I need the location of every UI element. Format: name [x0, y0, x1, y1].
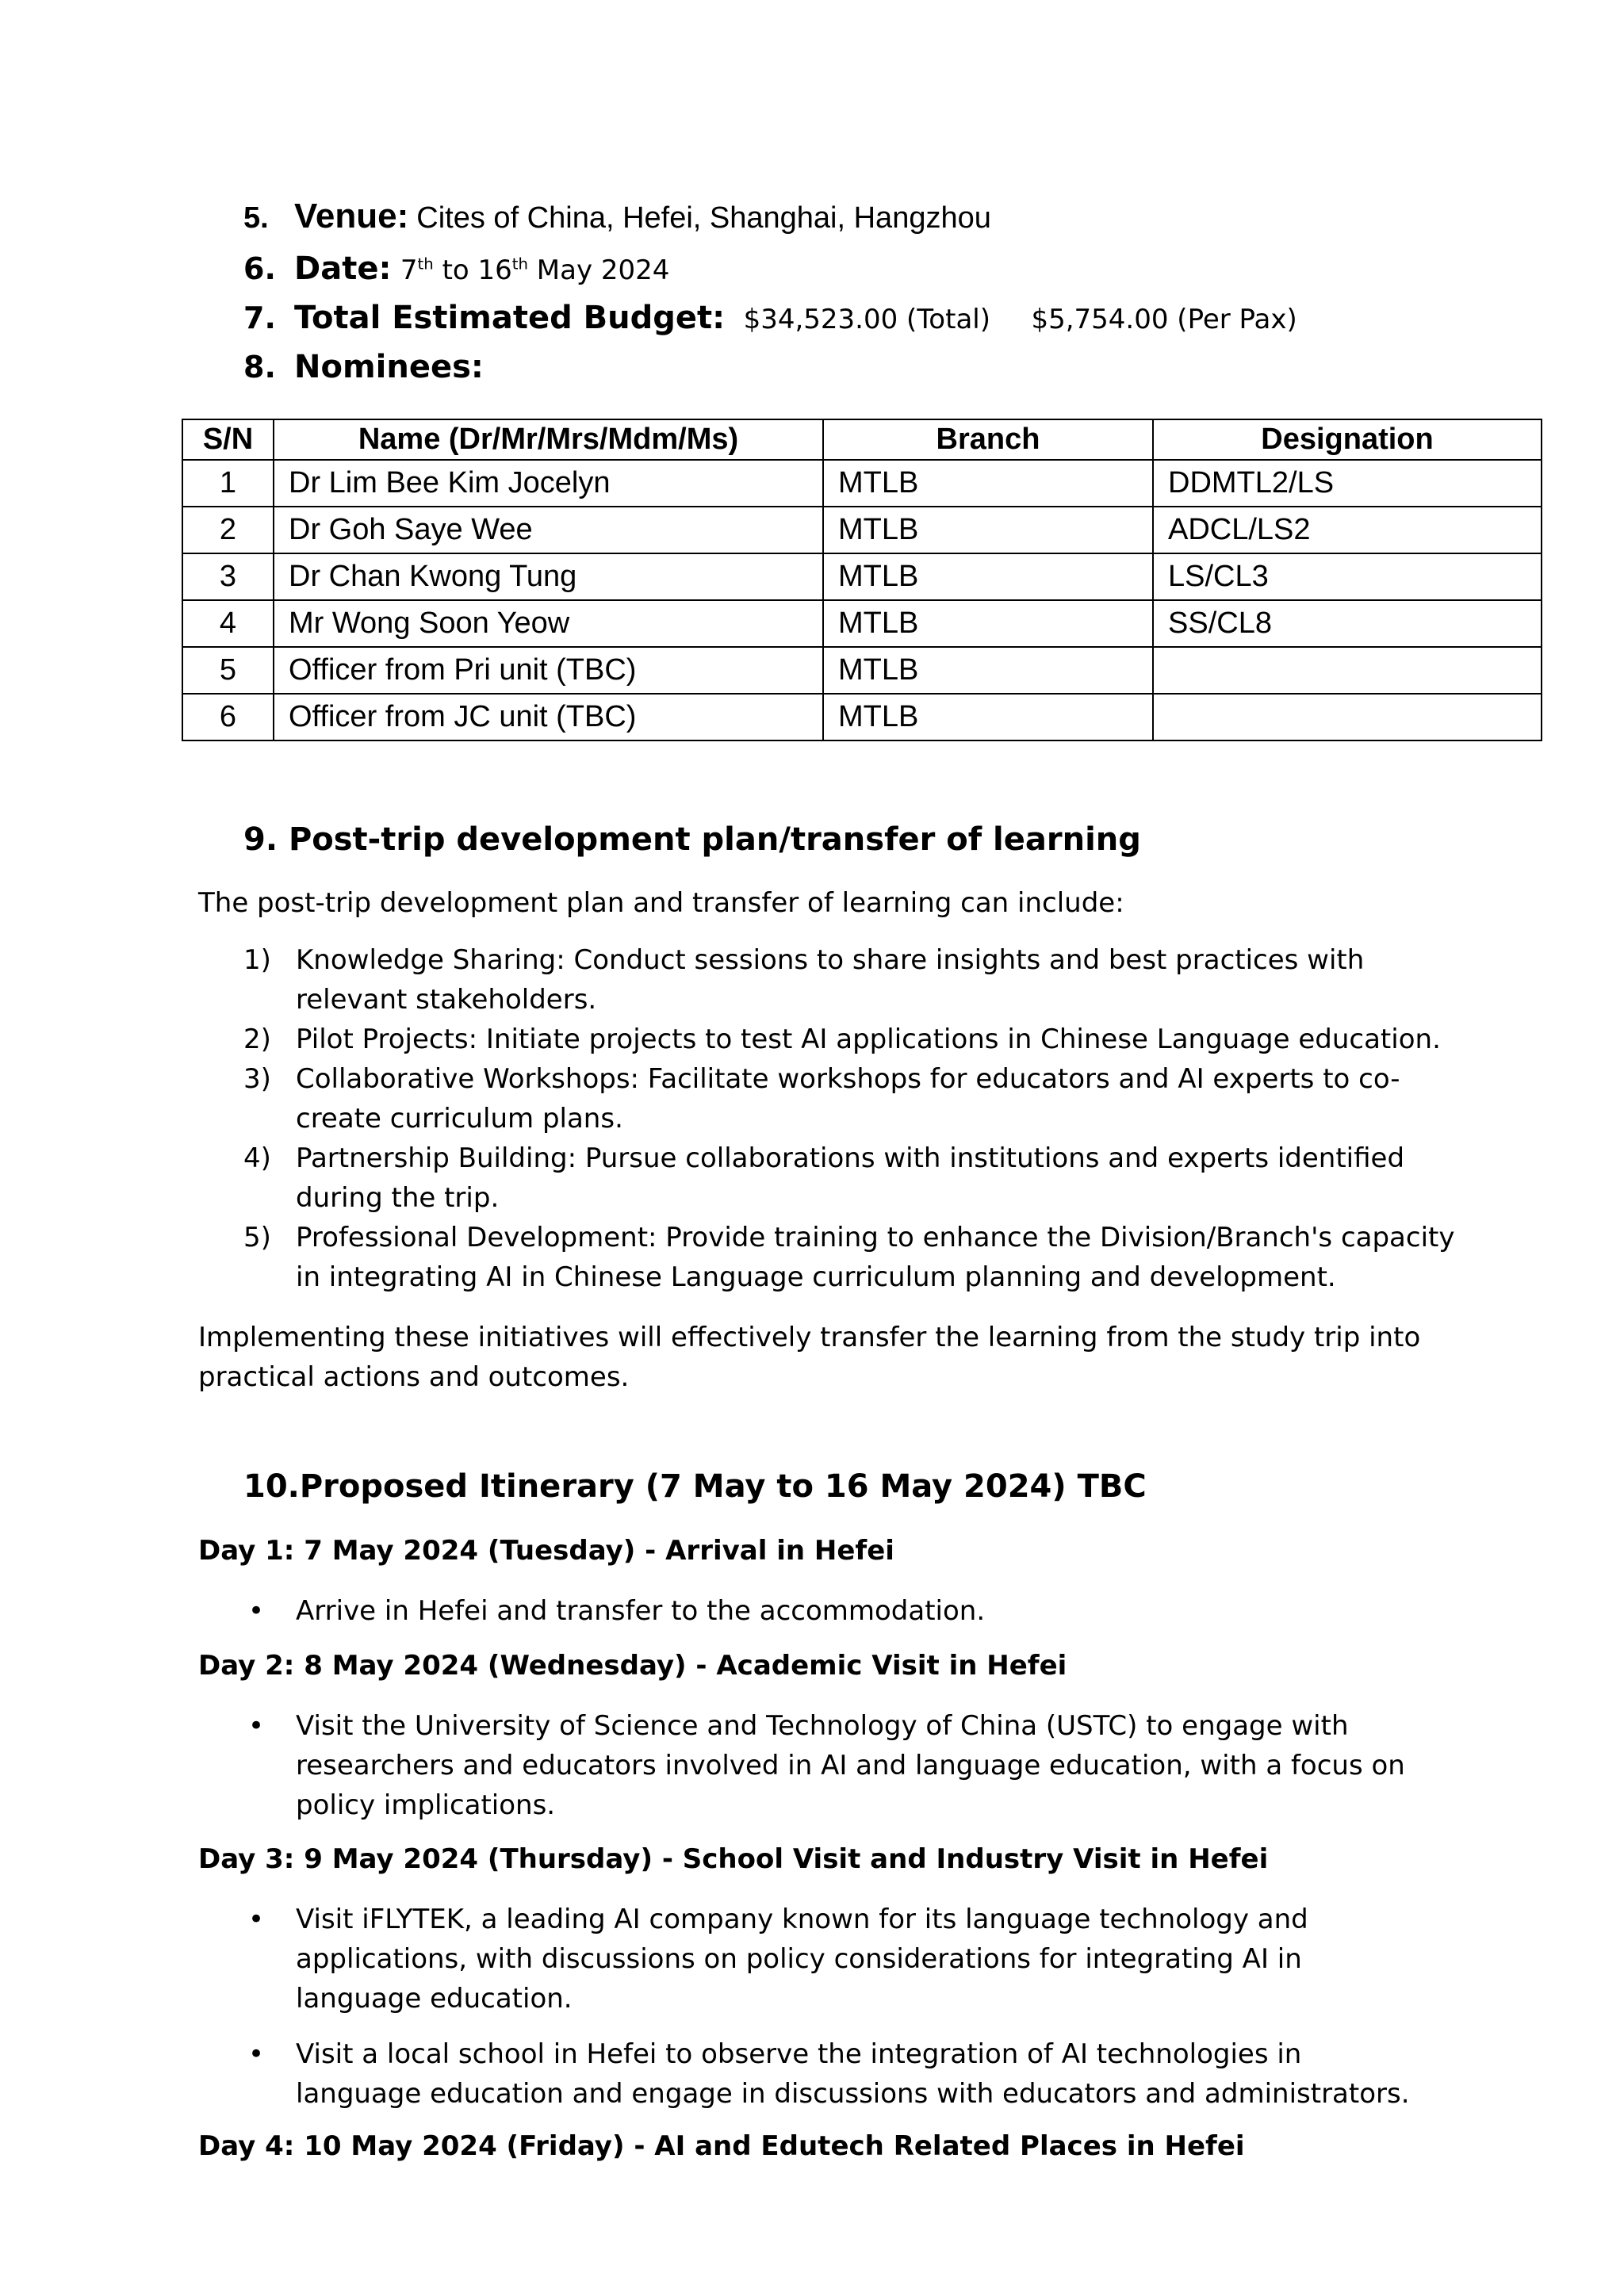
day4-title: Day 4: 10 May 2024 (Friday) - AI and Edutech Related Places in Hefei — [198, 2130, 1245, 2162]
table-row — [182, 694, 1542, 740]
table-header-row — [182, 419, 1542, 460]
cell-name: Mr Wong Soon Yeow — [274, 600, 823, 647]
budget-line — [243, 300, 1297, 336]
venue-number: 5. — [243, 201, 269, 235]
list-item: 1) Knowledge Sharing: Conduct sessions to share insights and best practices with relevant stakeholders. — [243, 944, 1365, 1016]
cell-branch: MTLB — [823, 507, 1153, 553]
cell-branch: MTLB — [823, 553, 1153, 600]
cell-sn: 4 — [182, 600, 274, 647]
budget-label: Total Estimated Budget: — [294, 300, 726, 336]
section9-closing: Implementing these initiatives will effectively transfer the learning from the study trip into practical actions and outcomes. — [198, 1322, 1421, 1393]
cell-designation: DDMTL2/LS — [1153, 460, 1542, 507]
cell-sn: 3 — [182, 553, 274, 600]
table-row — [182, 553, 1542, 600]
cell-designation: ADCL/LS2 — [1153, 507, 1542, 553]
cell-sn: 1 — [182, 460, 274, 507]
cell-sn: 6 — [182, 694, 274, 740]
date-line — [243, 251, 669, 287]
list-item: • Arrive in Hefei and transfer to the accommodation. — [248, 1595, 986, 1627]
table-row — [182, 460, 1542, 507]
cell-name: Officer from JC unit (TBC) — [274, 694, 823, 740]
header-sn: S/N — [182, 419, 274, 460]
cell-name: Officer from Pri unit (TBC) — [274, 647, 823, 694]
cell-sn: 5 — [182, 647, 274, 694]
cell-sn: 2 — [182, 507, 274, 553]
header-name: Name (Dr/Mr/Mrs/Mdm/Ms) — [274, 419, 823, 460]
section9-list — [243, 940, 1473, 1297]
day1-bullets — [243, 1591, 1433, 1631]
table-row — [182, 600, 1542, 647]
budget-per-pax: $5,754.00 (Per Pax) — [1031, 304, 1297, 335]
cell-designation: LS/CL3 — [1153, 553, 1542, 600]
header-designation: Designation — [1153, 419, 1542, 460]
nominees-number: 8. — [243, 350, 276, 385]
list-item: 5) Professional Development: Provide training to enhance the Division/Branch's capacity in integrating AI in Chinese Language curriculum planning and development. — [243, 1222, 1455, 1293]
cell-designation: SS/CL8 — [1153, 600, 1542, 647]
section9-heading: 9. Post-trip development plan/transfer of learning — [243, 821, 1141, 858]
list-item: 4) Partnership Building: Pursue collaborations with institutions and experts identified during the trip. — [243, 1142, 1405, 1214]
section9-intro: The post-trip development plan and transfer of learning can include: — [198, 887, 1124, 919]
date-label: Date: — [294, 251, 392, 287]
venue-value: Cites of China, Hefei, Shanghai, Hangzhou — [416, 201, 991, 235]
budget-number: 7. — [243, 300, 276, 335]
list-item: • Visit the University of Science and Technology of China (USTC) to engage with researchers and educators involved in AI and language education, with a focus on policy implications. — [248, 1710, 1405, 1821]
list-item: 3) Collaborative Workshops: Facilitate workshops for educators and AI experts to co-create curriculum plans. — [243, 1063, 1400, 1135]
list-item: 2) Pilot Projects: Initiate projects to test AI applications in Chinese Language education. — [243, 1024, 1441, 1055]
day2-bullets — [243, 1706, 1433, 1825]
day3-bullets — [243, 1900, 1433, 2114]
nominees-line — [243, 349, 484, 385]
venue-line — [243, 197, 991, 236]
budget-total: $34,523.00 (Total) — [743, 304, 990, 335]
cell-name: Dr Goh Saye Wee — [274, 507, 823, 553]
venue-label: Venue: — [294, 197, 409, 235]
day2-title: Day 2: 8 May 2024 (Wednesday) - Academic Visit in Hefei — [198, 1650, 1067, 1682]
cell-name: Dr Lim Bee Kim Jocelyn — [274, 460, 823, 507]
header-branch: Branch — [823, 419, 1153, 460]
cell-designation — [1153, 647, 1542, 694]
list-item: • Visit iFLYTEK, a leading AI company known for its language technology and applications, with discussions on policy considerations for integrating AI in language education. — [248, 1904, 1308, 2015]
cell-name: Dr Chan Kwong Tung — [274, 553, 823, 600]
cell-designation — [1153, 694, 1542, 740]
nominees-label: Nominees: — [294, 349, 484, 385]
day3-title: Day 3: 9 May 2024 (Thursday) - School Visit and Industry Visit in Hefei — [198, 1843, 1269, 1875]
list-item: • Visit a local school in Hefei to observe the integration of AI technologies in language education and engage in discussions with educators and administrators. — [248, 2038, 1410, 2110]
cell-branch: MTLB — [823, 694, 1153, 740]
date-number: 6. — [243, 251, 276, 286]
day1-title: Day 1: 7 May 2024 (Tuesday) - Arrival in Hefei — [198, 1535, 894, 1567]
nominees-table — [182, 419, 1542, 741]
table-row — [182, 507, 1542, 553]
cell-branch: MTLB — [823, 460, 1153, 507]
cell-branch: MTLB — [823, 600, 1153, 647]
cell-branch: MTLB — [823, 647, 1153, 694]
date-value: 7th to 16th May 2024 — [400, 254, 670, 286]
table-row — [182, 647, 1542, 694]
section10-heading: 10.Proposed Itinerary (7 May to 16 May 2024) TBC — [243, 1468, 1147, 1505]
